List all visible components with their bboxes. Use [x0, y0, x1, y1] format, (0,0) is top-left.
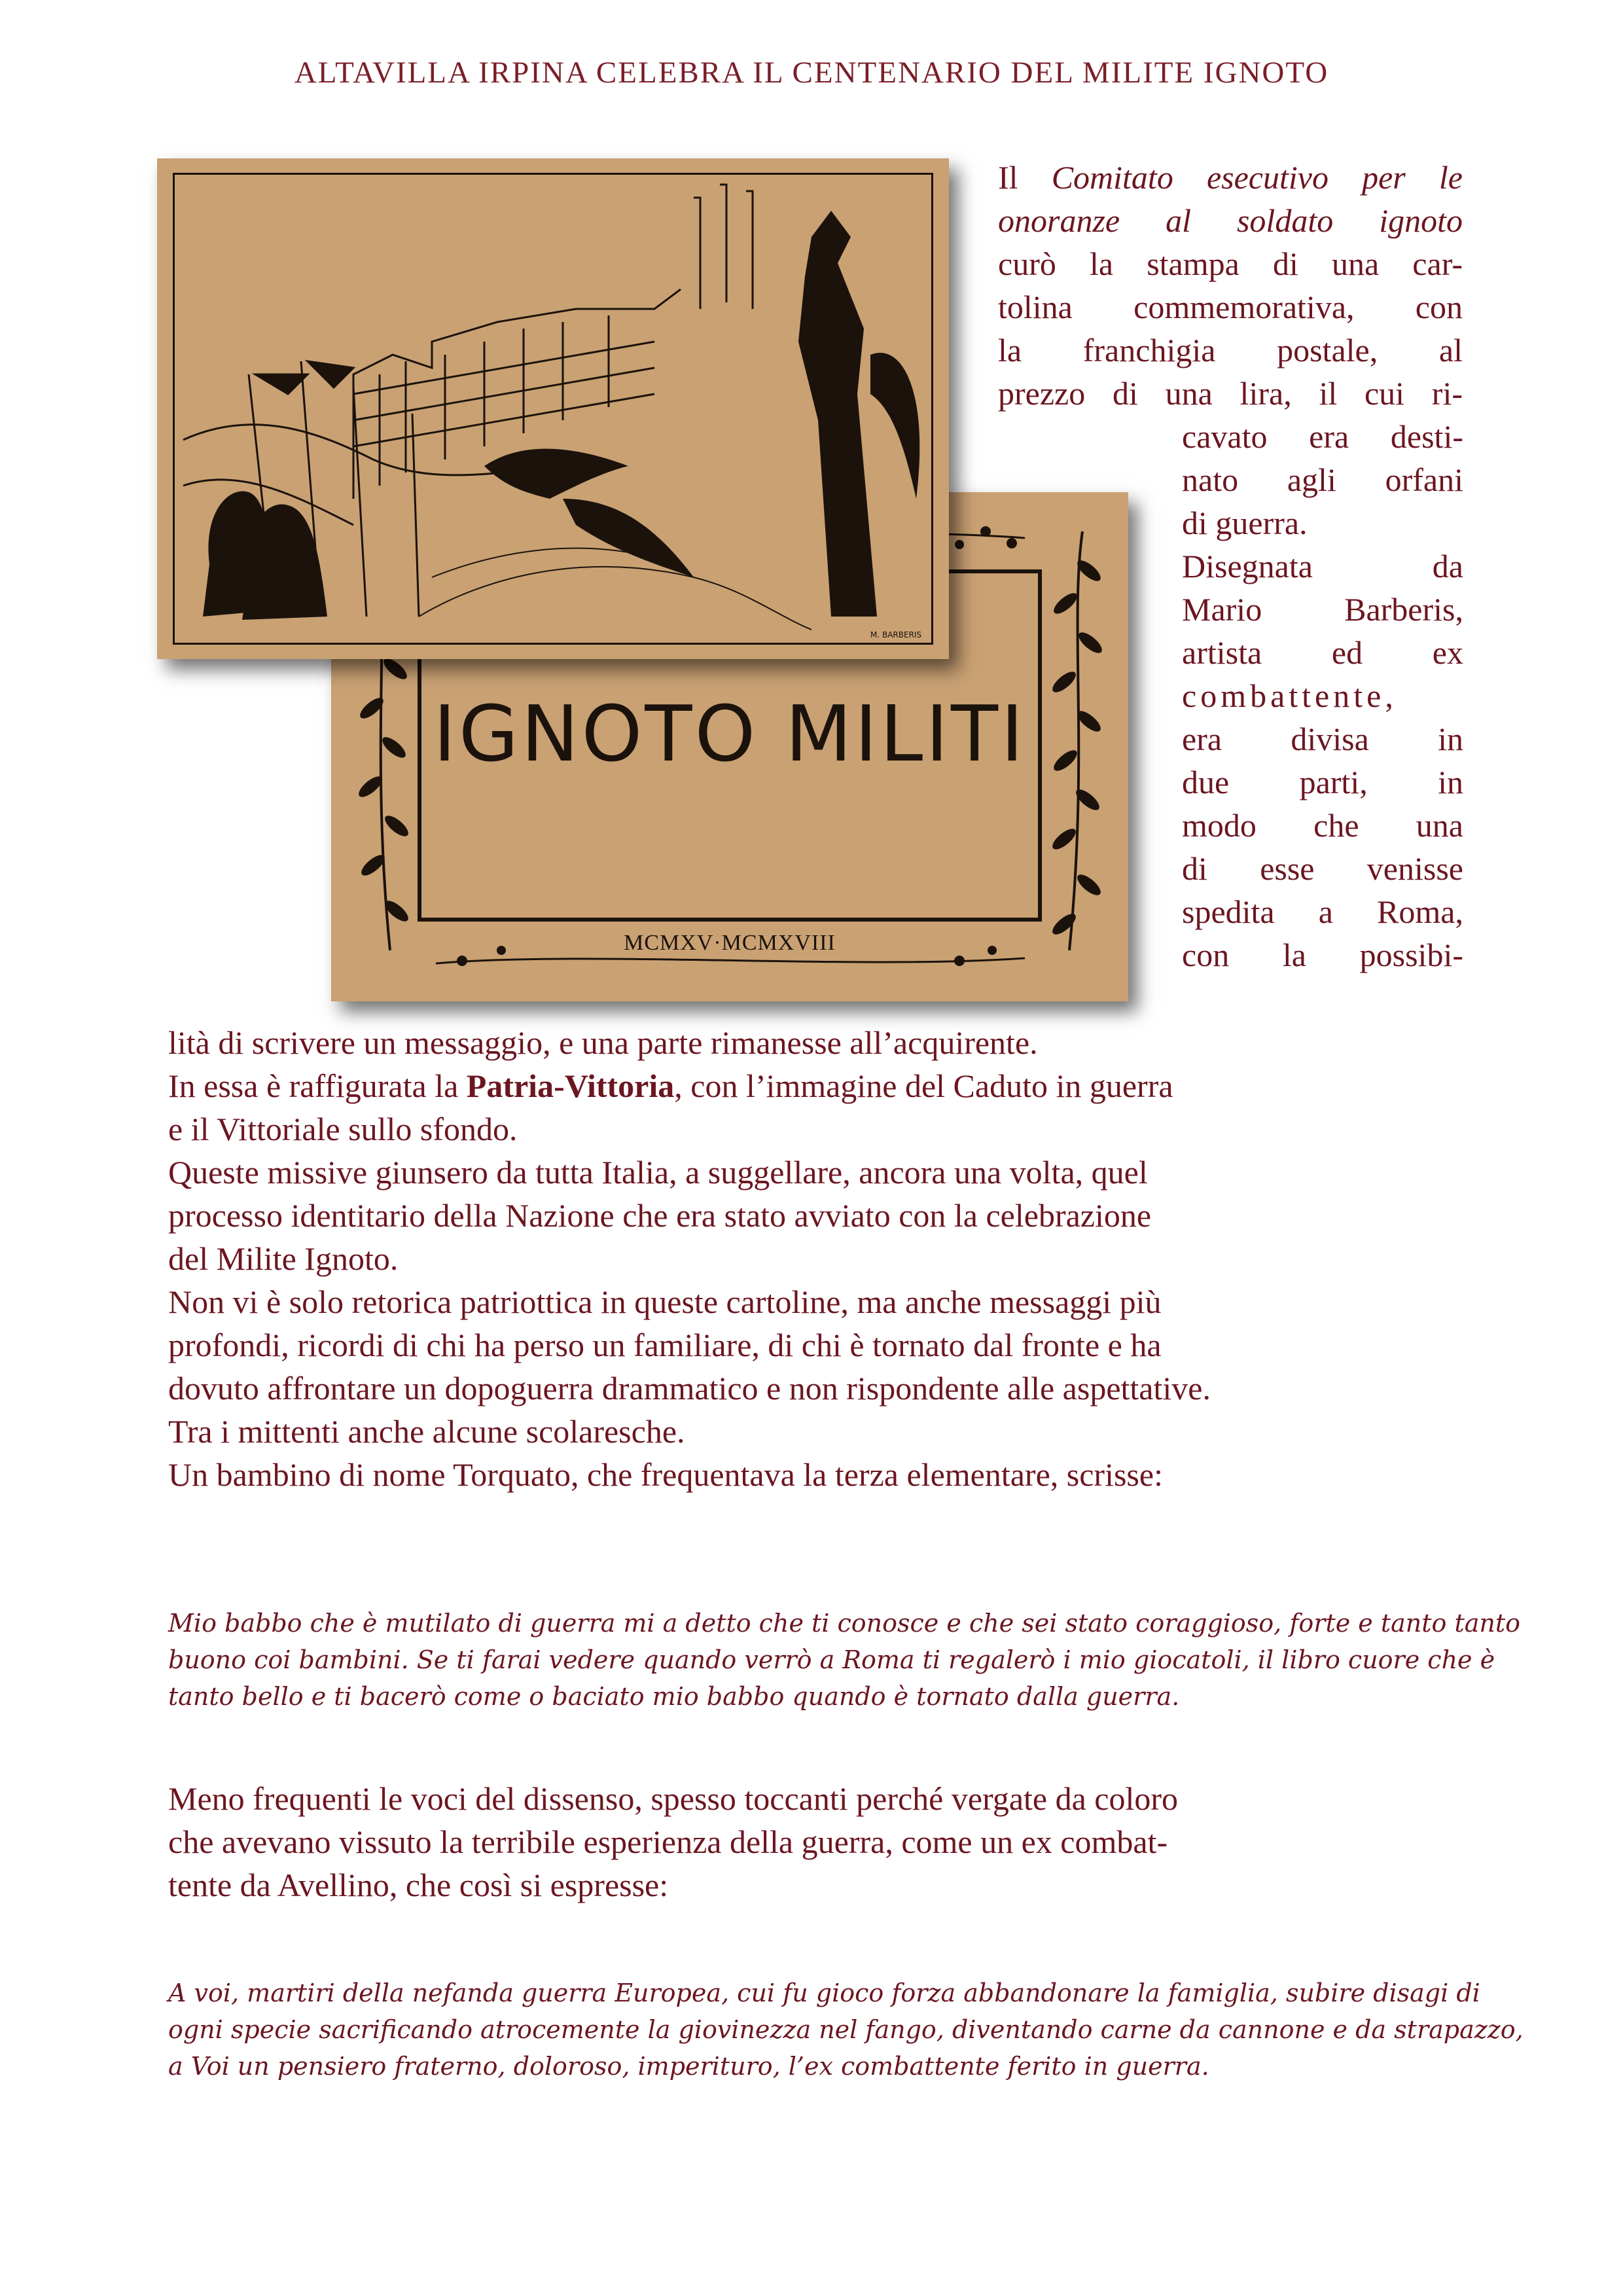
body-paragraphs	[168, 1021, 1464, 1496]
postcard-dates: MCMXV·MCMXVIII	[624, 931, 836, 955]
page-header: ALTAVILLA IRPINA CELEBRA IL CENTENARIO DEL MILITE IGNOTO	[294, 56, 1329, 90]
narrow-line: spedita a Roma,	[1182, 893, 1463, 930]
narrow-line: con la possibi-	[1182, 937, 1463, 973]
intro-line: tolina commemorativa, con	[998, 289, 1463, 325]
quote-line: buono coi bambini. Se ti farai vedere quando verrò a Roma ti regalerò i mio giocatoli, il libro cuore che è	[168, 1645, 1495, 1674]
narrow-line: di guerra.	[1182, 505, 1308, 541]
body-line: processo identitario della Nazione che era stato avviato con la celebrazione	[168, 1197, 1152, 1234]
postcard-signature: M. BARBERIS	[870, 630, 922, 639]
body-text: , con l’immagine del Caduto in guerra	[674, 1067, 1173, 1104]
narrow-line: di esse venisse	[1182, 850, 1463, 887]
quote-line: Mio babbo che è mutilato di guerra mi a detto che ti conosce e che sei stato coraggioso, forte e tanto tanto	[168, 1609, 1521, 1638]
quote-line: ogni specie sacrificando atrocemente la giovinezza nel fango, diventando carne da cannone e da strapazzo,	[168, 2015, 1524, 2044]
quote-line: a Voi un pensiero fraterno, doloroso, imperituro, l’ex combattente ferito in guerra.	[168, 2052, 1209, 2081]
body-text: In essa è raffigurata la	[168, 1067, 467, 1104]
intro-italic-committee: Comitato esecutivo per le	[1051, 159, 1463, 196]
narrow-line: Mario Barberis,	[1182, 591, 1463, 628]
body-line: Un bambino di nome Torquato, che frequentava la terza elementare, scrisse:	[168, 1456, 1163, 1493]
body-line: Tra i mittenti anche alcune scolaresche.	[168, 1413, 685, 1450]
intro-italic-committee-cont: onoranze al soldato ignoto	[998, 202, 1463, 239]
quote-line: tanto bello e ti bacerò come o baciato mio babbo quando è tornato dalla guerra.	[168, 1682, 1180, 1711]
postcard-front-illustration	[157, 158, 949, 659]
narrow-line: Disegnata da	[1182, 548, 1463, 584]
body-line: tente da Avellino, che così si espresse:	[168, 1867, 669, 1903]
quote-ex-combattente	[168, 1975, 1524, 2085]
narrow-line: nato agli orfani	[1182, 461, 1463, 498]
body-line: dovuto affrontare un dopoguerra drammatico e non rispondente alle aspettative.	[168, 1370, 1211, 1407]
body-line: che avevano vissuto la terribile esperienza della guerra, come un ex combat-	[168, 1823, 1168, 1860]
body-line: e il Vittoriale sullo sfondo.	[168, 1111, 518, 1147]
intro-line: curò la stampa di una car-	[998, 245, 1463, 282]
intro-line: prezzo di una lira, il cui ri-	[998, 375, 1463, 412]
body-paragraph-dissent	[168, 1777, 1464, 1907]
body-line-patria	[168, 1064, 1464, 1107]
narrow-line: modo che una	[1182, 807, 1463, 844]
narrow-line: artista ed ex	[1182, 634, 1463, 671]
body-line: profondi, ricordi di chi ha perso un familiare, di chi è tornato dal fronte e ha	[168, 1327, 1162, 1363]
postcard-front-frame	[173, 173, 933, 645]
quote-torquato	[168, 1605, 1521, 1715]
intro-paragraph-narrow	[1182, 415, 1463, 977]
narrow-line: cavato era desti-	[1182, 418, 1463, 455]
body-line: lità di scrivere un messaggio, e una parte rimanesse all’acquirente.	[168, 1024, 1038, 1061]
quote-line: A voi, martiri della nefanda guerra Europea, cui fu gioco forza abbandonare la famiglia, subire disagi di	[168, 1979, 1480, 2007]
narrow-line: combattente,	[1182, 677, 1397, 714]
body-line: del Milite Ignoto.	[168, 1240, 399, 1277]
body-line: Queste missive giunsero da tutta Italia, a suggellare, ancora una volta, quel	[168, 1154, 1148, 1191]
patria-vittoria-bold: Patria-Vittoria	[466, 1067, 675, 1104]
narrow-line: due parti, in	[1182, 764, 1463, 800]
intro-text: Il	[998, 159, 1052, 196]
postcard-title: IGNOTO MILITI	[433, 689, 1026, 779]
intro-paragraph-top	[998, 156, 1463, 415]
body-line: Meno frequenti le voci del dissenso, spesso toccanti perché vergate da coloro	[168, 1780, 1179, 1817]
intro-line: la franchigia postale, al	[998, 332, 1463, 368]
narrow-line: era divisa in	[1182, 721, 1463, 757]
body-line: Non vi è solo retorica patriottica in queste cartoline, ma anche messaggi più	[168, 1283, 1162, 1320]
